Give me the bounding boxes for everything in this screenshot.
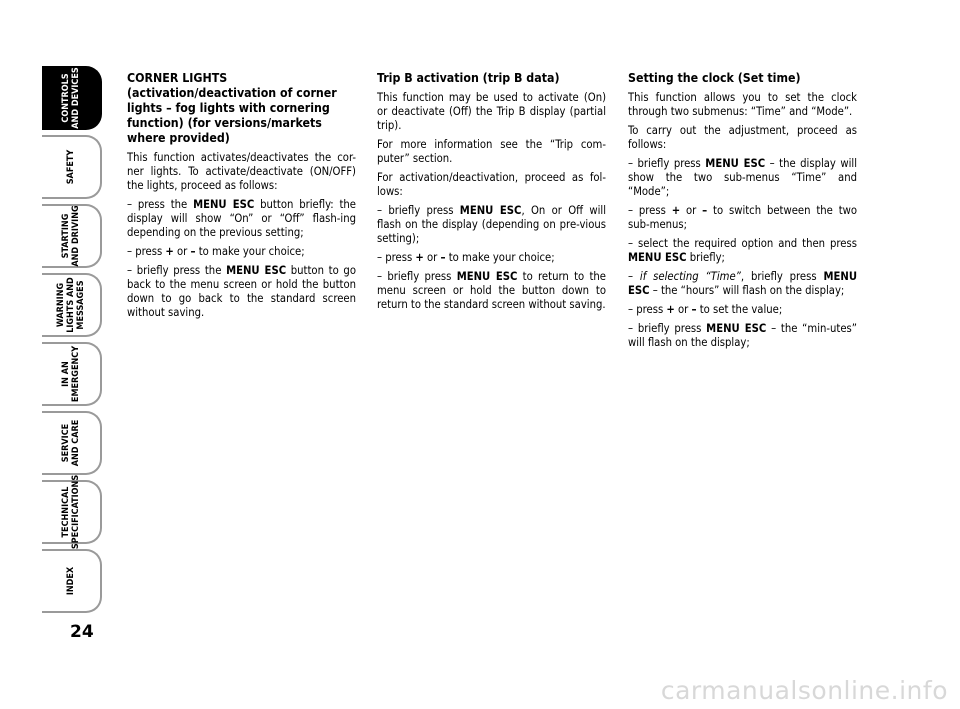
step: – press + or – to set the value; bbox=[628, 303, 783, 316]
tab-label: STARTING AND DRIVING bbox=[61, 205, 81, 267]
step: – press the MENU ESC button briefly: the display will show “On” or “Off” flash-ing depending on the previous setting; bbox=[127, 198, 356, 239]
tab-service-and-care[interactable] bbox=[42, 411, 102, 475]
tab-label: SAFETY bbox=[66, 149, 76, 185]
tab-technical-specifications[interactable] bbox=[42, 474, 102, 550]
step: – press + or – to make your choice; bbox=[127, 245, 305, 258]
tab-label: SERVICE AND CARE bbox=[61, 419, 81, 467]
tab-label: INDEX bbox=[66, 566, 76, 596]
tab-label: WARNING LIGHTS AND MESSAGES bbox=[56, 277, 86, 333]
section-title: CORNER LIGHTS (activation/deactivation of corner lights – fog lights with cornering function) (for versions/markets where provided) bbox=[127, 71, 337, 145]
column-set-time bbox=[628, 71, 857, 355]
column-corner-lights bbox=[127, 71, 356, 325]
section-title: Setting the clock (Set time) bbox=[628, 71, 801, 85]
paragraph: For activation/deactivation, proceed as fol-lows: bbox=[377, 171, 606, 198]
step: – if selecting “Time”, briefly press MENU ESC – the “hours” will flash on the display; bbox=[628, 270, 857, 297]
step: – press + or – to make your choice; bbox=[377, 251, 555, 264]
tab-label: TECHNICAL SPECIFICATIONS bbox=[61, 474, 81, 550]
tab-index[interactable] bbox=[42, 549, 102, 613]
paragraph: This function may be used to activate (On) or deactivate (Off) the Trip B display (partial trip). bbox=[377, 91, 606, 132]
tab-starting-and-driving[interactable] bbox=[42, 204, 102, 268]
tab-controls-and-devices[interactable] bbox=[42, 66, 102, 130]
step: – press + or – to switch between the two sub-menus; bbox=[628, 204, 858, 231]
tab-warning-lights-and-messages[interactable] bbox=[42, 273, 102, 337]
step: – select the required option and then press MENU ESC briefly; bbox=[628, 237, 857, 264]
column-trip-b bbox=[377, 71, 606, 317]
step: – briefly press MENU ESC – the display will show the two sub-menus “Time” and “Mode”; bbox=[628, 157, 857, 198]
tab-safety[interactable] bbox=[42, 135, 102, 199]
step: – briefly press MENU ESC to return to the menu screen or hold the button down to return to the standard screen without saving. bbox=[377, 270, 606, 311]
step: – briefly press MENU ESC – the “min-utes” will flash on the display; bbox=[628, 322, 857, 349]
section-tabs bbox=[42, 66, 104, 618]
tab-label: CONTROLS AND DEVICES bbox=[61, 67, 81, 129]
watermark: carmanualsonline.info bbox=[660, 676, 948, 705]
paragraph: To carry out the adjustment, proceed as follows: bbox=[628, 124, 857, 151]
paragraph: This function activates/deactivates the cor-ner lights. To activate/deactivate (ON/OFF) the lights, proceed as follows: bbox=[127, 151, 356, 192]
section-title: Trip B activation (trip B data) bbox=[377, 71, 560, 85]
step: – briefly press MENU ESC, On or Off will flash on the display (depending on pre-vious setting); bbox=[377, 204, 606, 245]
paragraph: This function allows you to set the clock through two submenus: “Time” and “Mode”. bbox=[628, 91, 857, 118]
page-number: 24 bbox=[70, 622, 94, 642]
tab-label: IN AN EMERGENCY bbox=[61, 345, 81, 403]
step: – briefly press the MENU ESC button to go back to the menu screen or hold the button down to go back to the standard screen without saving. bbox=[127, 264, 356, 319]
paragraph: For more information see the “Trip com-puter” section. bbox=[377, 138, 606, 165]
tab-in-an-emergency[interactable] bbox=[42, 342, 102, 406]
